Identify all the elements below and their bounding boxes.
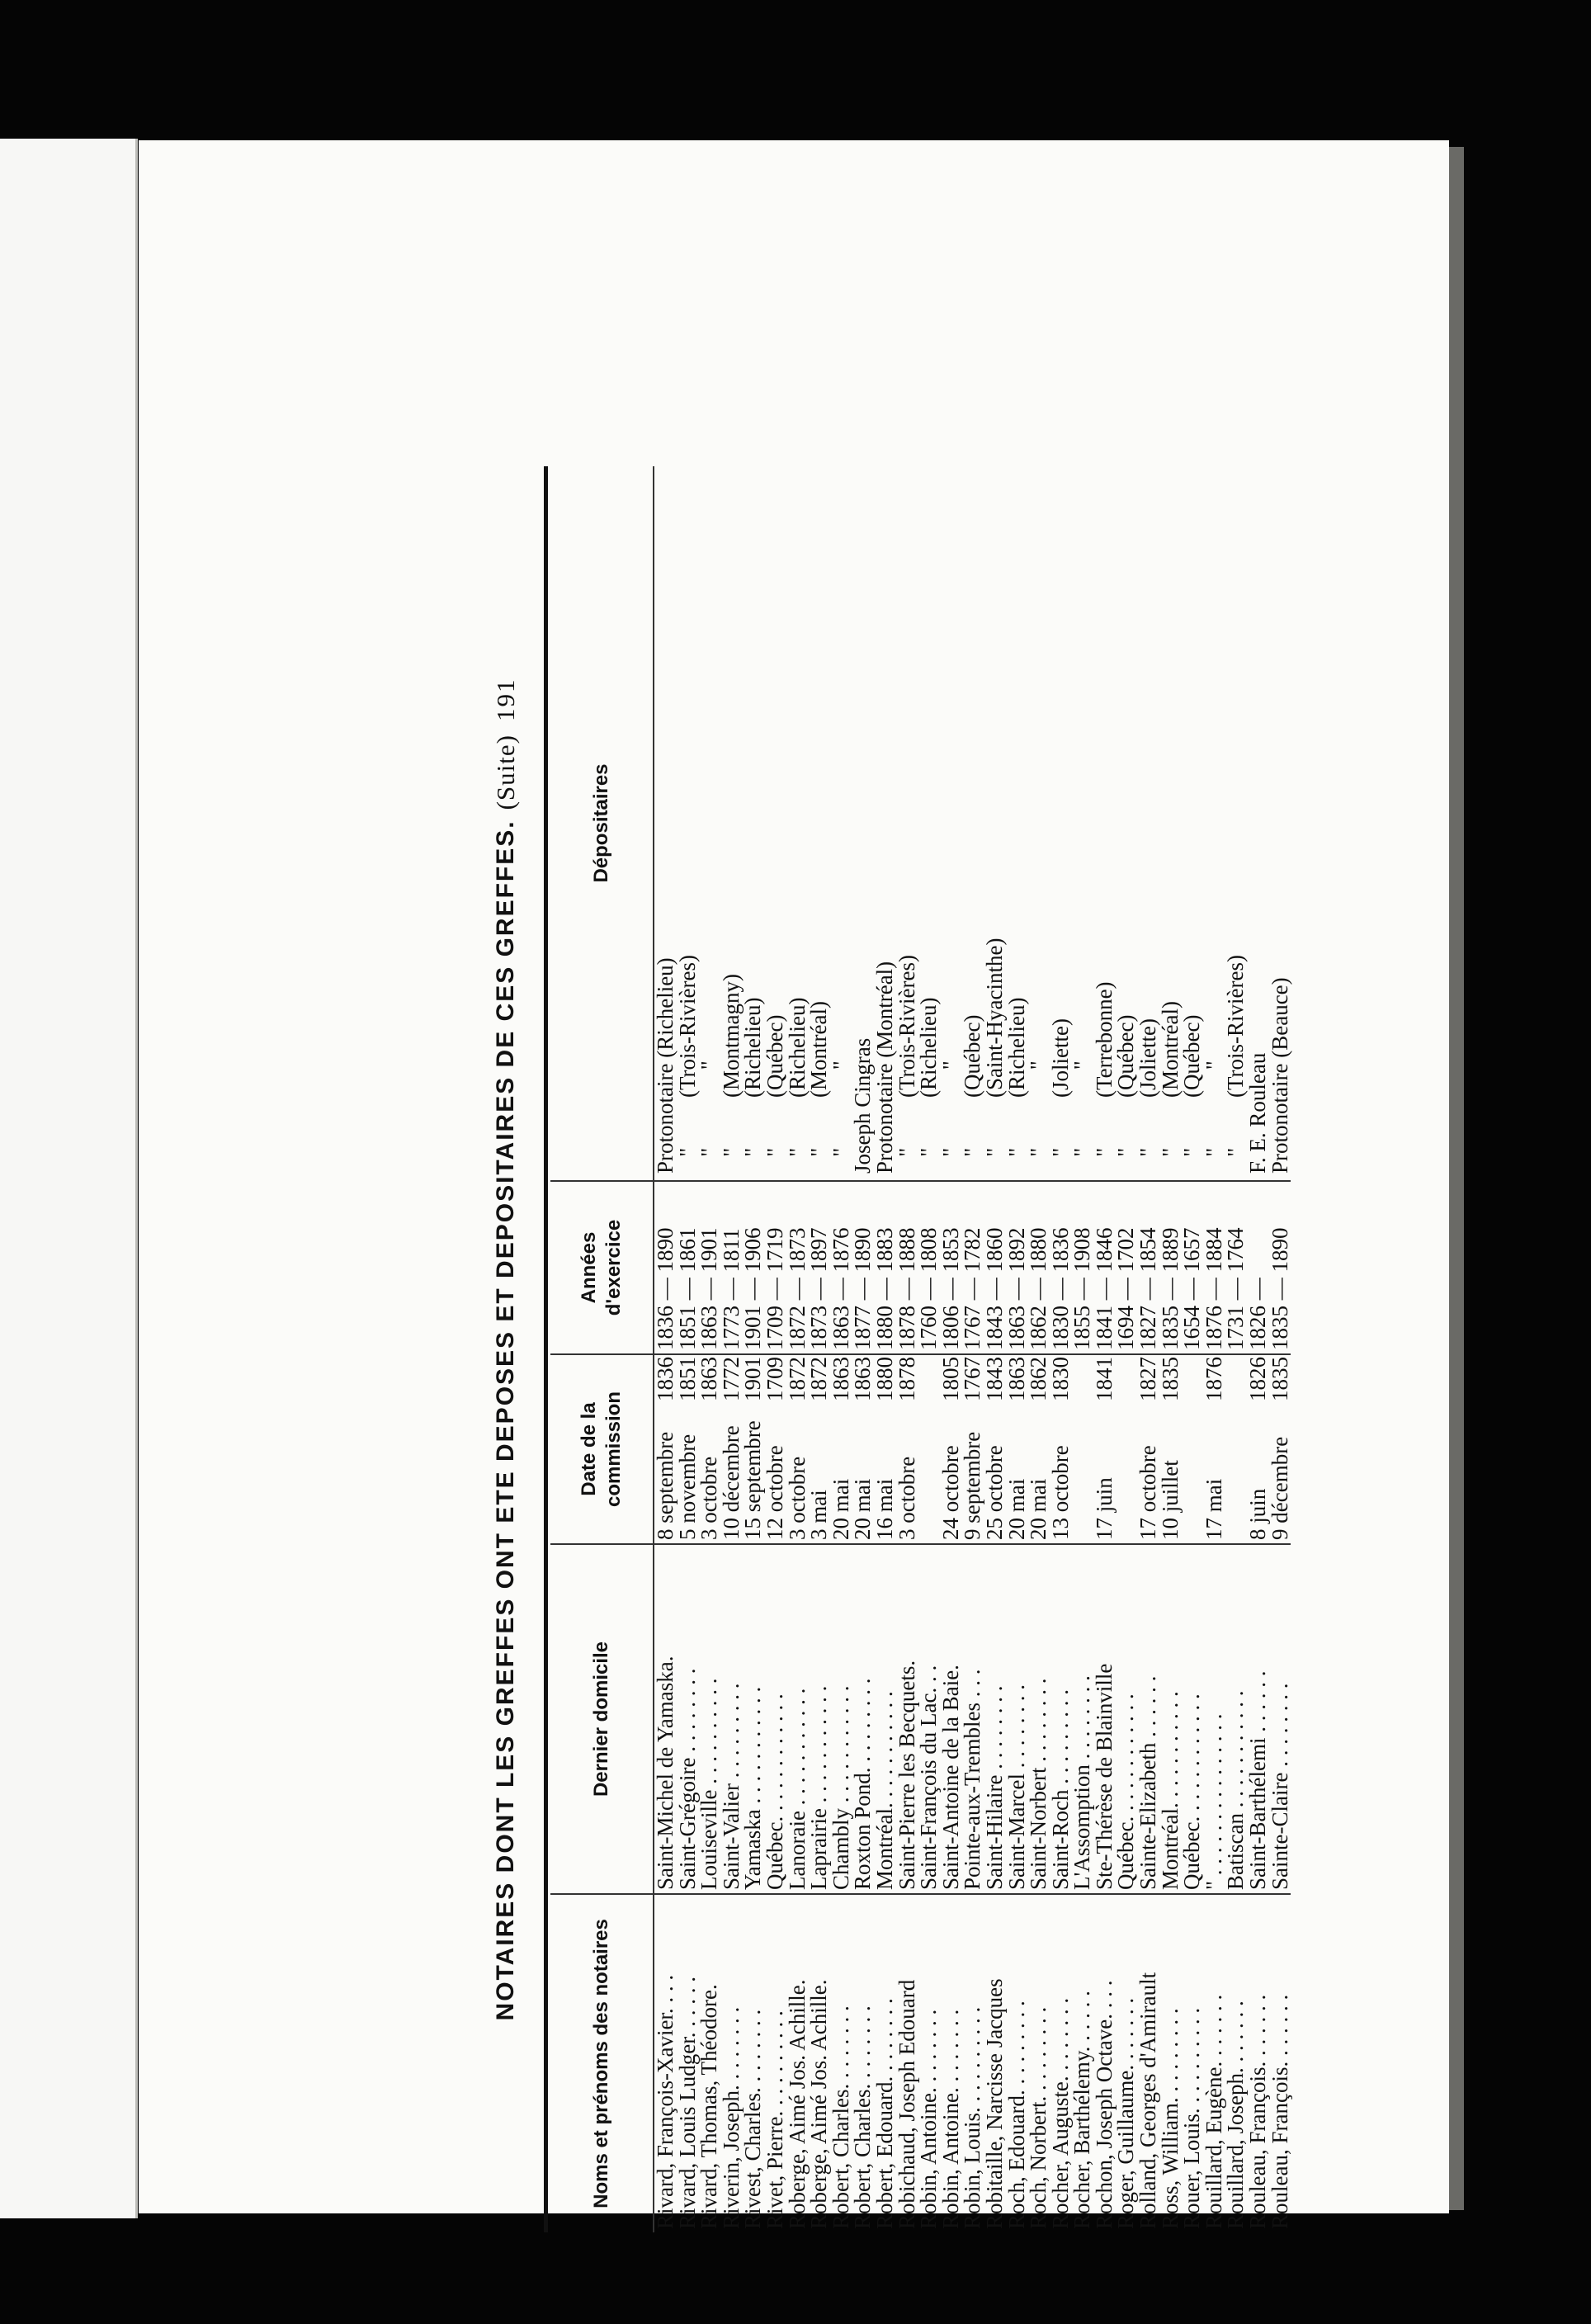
- table-row: [830, 466, 852, 2232]
- commission-year: 1826: [1245, 1357, 1271, 1401]
- cell-nom: Robert, Edouard. . . . . . . .: [871, 1998, 897, 2229]
- table-row: [1115, 466, 1137, 2232]
- table-row: [764, 466, 786, 2232]
- cell-domicile: Yamaska . . . . . . . . . . .: [742, 1544, 764, 1894]
- cell-domicile: Saint-Grégoire . . . . . . . .: [677, 1544, 699, 1894]
- cell-nom: Robichaud, Joseph Edouard: [894, 1979, 919, 2229]
- table-row: [1071, 466, 1093, 2232]
- cell-annees: 1843 — 1860: [984, 1181, 1006, 1354]
- cell-nom: Rouillard, Joseph. . . . . . .: [1223, 2000, 1249, 2229]
- table-row: [1027, 466, 1050, 2232]
- cell-annees: 1851 — 1861: [677, 1181, 699, 1354]
- cell-domicile: Laprairie . . . . . . . . . . .: [808, 1544, 830, 1894]
- cell-domicile: Pointe-aux-Trembles . . .: [961, 1544, 984, 1894]
- table-row: [654, 466, 677, 2232]
- cell-depositaire: " (Québec): [1115, 466, 1137, 1181]
- cell-depositaire: Protonotaire (Beauce): [1269, 466, 1291, 1181]
- cell-date: [654, 1354, 677, 1544]
- cell-annees: 1709 — 1719: [764, 1181, 786, 1354]
- cell-date: [896, 1354, 918, 1544]
- commission-year: 1843: [981, 1357, 1007, 1401]
- cell-date: [808, 1354, 830, 1544]
- cell-date: [1137, 1354, 1159, 1544]
- cell-nom: Robitaille, Narcisse Jacques: [981, 1978, 1007, 2229]
- cell-nom: Robert, Charles. . . . . . . .: [828, 2005, 853, 2229]
- table-row: [1269, 466, 1291, 2232]
- commission-year: 1835: [1267, 1357, 1292, 1401]
- commission-year: 1901: [740, 1357, 766, 1401]
- table-row: [677, 466, 699, 2232]
- cell-date: [720, 1354, 743, 1544]
- commission-year: 1863: [828, 1357, 853, 1401]
- page-title: [481, 466, 531, 2232]
- cell-domicile: " . . . . . . . . . . . . . . .: [1203, 1544, 1225, 1894]
- commission-year: 1876: [1201, 1357, 1226, 1401]
- commission-year: 1772: [718, 1357, 744, 1401]
- commission-date: 8 septembre: [653, 1431, 677, 1540]
- table-row: [961, 466, 984, 2232]
- cell-depositaire: " (Trois-Rivières): [1225, 466, 1247, 1181]
- cell-nom: Robin, Antoine. . . . . . . .: [916, 2009, 942, 2229]
- cell-domicile: Saint-Antoine de la Baie.: [940, 1544, 962, 1894]
- cell-domicile: Saint-Michel de Yamaska.: [654, 1544, 677, 1894]
- table-row: [1006, 466, 1028, 2232]
- table-row: [1225, 466, 1247, 2232]
- cell-annees: 1654 — 1657: [1181, 1181, 1203, 1354]
- cell-depositaire: " (Joliette): [1137, 466, 1159, 1181]
- cell-date: [1003, 1354, 1029, 1544]
- cell-date: [764, 1354, 786, 1544]
- cell-nom: Robert, Charles. . . . . . . .: [850, 2005, 876, 2229]
- cell-domicile: Montréal. . . . . . . . . . .: [1159, 1544, 1182, 1894]
- cell-depositaire: " (Québec): [961, 466, 984, 1181]
- cell-domicile: Québec. . . . . . . . . . . .: [764, 1544, 786, 1894]
- cell-domicile: L'Assomption . . . . . . . .: [1071, 1544, 1093, 1894]
- table-row: [1093, 466, 1116, 2232]
- cell-depositaire: " (Richelieu): [786, 466, 809, 1181]
- title-text: NOTAIRES DONT LES GREFFES ONT ETE DEPOSES ET DEPOSITAIRES DE CES GREFFES.: [492, 820, 519, 2021]
- cell-depositaire: " ": [1203, 466, 1225, 1181]
- cell-depositaire: " (Richelieu): [742, 466, 764, 1181]
- cell-annees: 1835 — 1889: [1159, 1181, 1182, 1354]
- cell-depositaire: Joseph Cingras: [852, 466, 874, 1181]
- cell-domicile: Sainte-Claire . . . . . . . .: [1269, 1544, 1291, 1894]
- cell-annees: 1841 — 1846: [1093, 1181, 1116, 1354]
- title-suite: (Suite): [491, 735, 520, 810]
- table-row: [1159, 466, 1182, 2232]
- cell-annees: 1827 — 1854: [1137, 1181, 1159, 1354]
- commission-date: 3 octobre: [894, 1456, 919, 1540]
- cell-annees: 1773 — 1811: [720, 1181, 743, 1354]
- cell-domicile: Louiseville . . . . . . . . . .: [698, 1544, 720, 1894]
- commission-date: 20 mai: [850, 1478, 876, 1540]
- cell-depositaire: " (Richelieu): [1006, 466, 1028, 1181]
- commission-date: 9 septembre: [960, 1431, 985, 1540]
- commission-date: 13 octobre: [1047, 1445, 1073, 1540]
- commission-date: 3 octobre: [784, 1456, 810, 1540]
- cell-annees: 1836 — 1890: [654, 1181, 677, 1354]
- cell-depositaire: F. E. Rouleau: [1247, 466, 1269, 1181]
- cell-domicile: Saint-Marcel . . . . . . . .: [1006, 1544, 1028, 1894]
- cell-depositaire: Protonotaire (Montréal): [874, 466, 896, 1181]
- cell-domicile: Saint-Pierre les Becquets.: [896, 1544, 918, 1894]
- commission-year: 1841: [1091, 1357, 1117, 1401]
- cell-nom: Rochon, Joseph Octave. . . .: [1091, 1980, 1117, 2229]
- commission-year: 1851: [674, 1357, 700, 1401]
- commission-date: 8 juin: [1245, 1488, 1271, 1540]
- table-row: [1137, 466, 1159, 2232]
- table-row: [1181, 466, 1203, 2232]
- commission-year: 1862: [1026, 1357, 1051, 1401]
- cell-depositaire: Protonotaire (Richelieu): [654, 466, 677, 1181]
- cell-depositaire: " (Montréal): [808, 466, 830, 1181]
- commission-date: 10 juillet: [1157, 1460, 1183, 1540]
- cell-annees: 1873 — 1897: [808, 1181, 830, 1354]
- cell-date: [871, 1354, 897, 1544]
- cell-nom: Rivard, Louis Ludger. . . . . .: [674, 1977, 700, 2229]
- commission-year: 1767: [960, 1357, 985, 1401]
- commission-date: 25 octobre: [981, 1445, 1007, 1540]
- cell-annees: 1863 — 1892: [1006, 1181, 1028, 1354]
- cell-domicile: Montréal. . . . . . . . . . .: [874, 1544, 896, 1894]
- cell-annees: 1731 — 1764: [1225, 1181, 1247, 1354]
- cell-annees: 1901 — 1906: [742, 1181, 764, 1354]
- cell-depositaire: " (Montréal): [1159, 466, 1182, 1181]
- commission-year: 1872: [784, 1357, 810, 1401]
- commission-year: 1830: [1047, 1357, 1073, 1401]
- header-rule: [544, 466, 548, 2232]
- cell-depositaire: " (Richelieu): [918, 466, 940, 1181]
- cell-date: [1181, 1354, 1203, 1544]
- cell-depositaire: " ": [1071, 466, 1093, 1181]
- table-row: [786, 466, 809, 2232]
- cell-date: [937, 1354, 963, 1544]
- cell-depositaire: " ": [940, 466, 962, 1181]
- table-row: [874, 466, 896, 2232]
- table-row: [1050, 466, 1072, 2232]
- commission-year: 1827: [1135, 1357, 1161, 1401]
- commission-year: 1836: [653, 1357, 677, 1401]
- cell-annees: 1855 — 1908: [1071, 1181, 1093, 1354]
- table-body: [654, 466, 1291, 2232]
- cell-annees: 1694 — 1702: [1115, 1181, 1137, 1354]
- cell-annees: 1877 — 1890: [852, 1181, 874, 1354]
- cell-date: [981, 1354, 1007, 1544]
- cell-domicile: Saint-Norbert . . . . . . . .: [1027, 1544, 1050, 1894]
- commission-year: 1805: [937, 1357, 963, 1401]
- cell-annees: 1760 — 1808: [918, 1181, 940, 1354]
- commission-year: 1835: [1157, 1357, 1183, 1401]
- cell-nom: Rouleau, François. . . . . . .: [1245, 1994, 1271, 2229]
- cell-nom: Roger, Guillaume. . . . . . .: [1113, 1997, 1139, 2229]
- cell-depositaire: " (Québec): [764, 466, 786, 1181]
- cell-domicile: Chambly . . . . . . . . . . .: [830, 1544, 852, 1894]
- cell-date: [1203, 1354, 1225, 1544]
- table-header-row: [550, 466, 654, 2232]
- table-row: [742, 466, 764, 2232]
- commission-date: 12 octobre: [762, 1445, 787, 1540]
- cell-annees: 1826 —: [1247, 1181, 1269, 1354]
- cell-nom: Rouleau, François. . . . . . .: [1267, 1994, 1292, 2229]
- cell-date: [1247, 1354, 1269, 1544]
- cell-domicile: Sainte-Elizabeth . . . . . .: [1137, 1544, 1159, 1894]
- notaires-table: [550, 466, 1291, 2232]
- cell-date: [1093, 1354, 1116, 1544]
- cell-depositaire: " ": [698, 466, 720, 1181]
- cell-depositaire: " ": [830, 466, 852, 1181]
- cell-domicile: Roxton Pond. . . . . . . . .: [852, 1544, 874, 1894]
- commission-year: 1709: [762, 1357, 787, 1401]
- cell-domicile: Ste-Thérèse de Blainville: [1093, 1544, 1116, 1894]
- cell-date: [1071, 1354, 1093, 1544]
- page-number: 191: [491, 678, 520, 722]
- cell-date: [918, 1354, 940, 1544]
- commission-year: 1863: [1003, 1357, 1029, 1401]
- cell-domicile: Québec. . . . . . . . . . . .: [1115, 1544, 1137, 1894]
- commission-year: 1880: [871, 1357, 897, 1401]
- cell-nom: Roberge, Aimé Jos. Achille.: [784, 1979, 810, 2229]
- table-row: [852, 466, 874, 2232]
- commission-date: 10 décembre: [718, 1425, 744, 1540]
- header-noms: Noms et prénoms des notaires: [550, 1894, 654, 2232]
- cell-nom: Robin, Antoine. . . . . . . .: [937, 2009, 963, 2229]
- document-page: [139, 140, 1449, 2229]
- cell-date: [698, 1354, 720, 1544]
- table-row: [896, 466, 918, 2232]
- cell-domicile: Lanoraie . . . . . . . . . . .: [786, 1544, 809, 1894]
- commission-date: 20 mai: [1003, 1478, 1029, 1540]
- cell-domicile: Québec. . . . . . . . . . . .: [1181, 1544, 1203, 1894]
- cell-nom: Robin, Louis. . . . . . . . . .: [960, 2006, 985, 2229]
- cell-date: [1225, 1354, 1247, 1544]
- cell-domicile: Saint-Hilaire . . . . . . . .: [984, 1544, 1006, 1894]
- cell-nom: Rivet, Pierre. . . . . . . . . .: [762, 2010, 787, 2229]
- commission-date: 9 décembre: [1267, 1436, 1292, 1540]
- cell-date: [830, 1354, 852, 1544]
- cell-annees: 1767 — 1782: [961, 1181, 984, 1354]
- cell-date: [742, 1354, 764, 1544]
- table-row: [918, 466, 940, 2232]
- cell-annees: 1835 — 1890: [1269, 1181, 1291, 1354]
- cell-nom: Ross, William. . . . . . . . .: [1157, 2008, 1183, 2229]
- commission-date: 3 mai: [806, 1490, 832, 1540]
- commission-date: 5 novembre: [674, 1434, 700, 1540]
- cell-date: [1027, 1354, 1050, 1544]
- cell-annees: 1806 — 1853: [940, 1181, 962, 1354]
- cell-annees: 1830 — 1836: [1050, 1181, 1072, 1354]
- cell-annees: 1863 — 1876: [830, 1181, 852, 1354]
- table-row: [720, 466, 743, 2232]
- commission-date: 16 mai: [871, 1478, 897, 1540]
- cell-date: [1115, 1354, 1137, 1544]
- cell-depositaire: " (Trois-Rivières): [896, 466, 918, 1181]
- cell-date: [786, 1354, 809, 1544]
- cell-domicile: Saint-Valier . . . . . . . . .: [720, 1544, 743, 1894]
- cell-nom: Rouer, Louis. . . . . . . . . .: [1179, 2007, 1205, 2229]
- commission-year: 1863: [696, 1357, 722, 1401]
- commission-date: 24 octobre: [937, 1445, 963, 1540]
- rotated-table-block: [481, 466, 1554, 2232]
- cell-date: [674, 1354, 700, 1544]
- cell-depositaire: " (Trois-Rivières): [677, 466, 699, 1181]
- commission-date: 17 octobre: [1135, 1445, 1161, 1540]
- table-row: [1203, 466, 1225, 2232]
- commission-year: 1878: [894, 1357, 919, 1401]
- cell-nom: Rivard, Thomas, Théodore.: [696, 1984, 722, 2229]
- cell-depositaire: " (Terrebonne): [1093, 466, 1116, 1181]
- cell-nom: Rocher, Barthélemy. . . . . .: [1069, 1991, 1095, 2229]
- cell-nom: Rocher, Auguste. . . . . . . .: [1047, 1997, 1073, 2229]
- table-row: [1247, 466, 1269, 2232]
- table-row: [808, 466, 830, 2232]
- cell-annees: 1876 — 1884: [1203, 1181, 1225, 1354]
- cell-date: [1047, 1354, 1073, 1544]
- cell-nom: Roch, Norbert. . . . . . . . .: [1026, 2006, 1051, 2229]
- cell-depositaire: " ": [1027, 466, 1050, 1181]
- commission-date: 20 mai: [1026, 1478, 1051, 1540]
- cell-domicile: Saint-Barthélemi . . . . . .: [1247, 1544, 1269, 1894]
- header-date: Date de la commission: [550, 1354, 654, 1544]
- header-depositaires: Dépositaires: [550, 466, 654, 1181]
- cell-domicile: Saint-François du Lac. . .: [918, 1544, 940, 1894]
- cell-date: [852, 1354, 874, 1544]
- cell-date: [1269, 1354, 1291, 1544]
- cell-date: [1159, 1354, 1182, 1544]
- cell-depositaire: " (Joliette): [1050, 466, 1072, 1181]
- cell-nom: Rivard, François-Xavier. . . .: [653, 1974, 677, 2229]
- cell-domicile: Saint-Roch . . . . . . . . .: [1050, 1544, 1072, 1894]
- cell-depositaire: " (Montmagny): [720, 466, 743, 1181]
- cell-depositaire: " (Saint-Hyacinthe): [984, 466, 1006, 1181]
- cell-nom: Rolland, Georges d'Amirault: [1135, 1972, 1161, 2229]
- commission-year: 1872: [806, 1357, 832, 1401]
- table-row: [940, 466, 962, 2232]
- commission-date: 15 septembre: [740, 1420, 766, 1540]
- commission-date: 17 juin: [1091, 1477, 1117, 1540]
- cell-annees: 1863 — 1901: [698, 1181, 720, 1354]
- commission-year: 1863: [850, 1357, 876, 1401]
- table-row: [698, 466, 720, 2232]
- header-annees: Années d'exercice: [550, 1181, 654, 1354]
- cell-depositaire: " (Québec): [1181, 466, 1203, 1181]
- cell-nom: Roch, Edouard. . . . . . . . .: [1003, 2000, 1029, 2229]
- cell-date: [961, 1354, 984, 1544]
- cell-annees: 1880 — 1883: [874, 1181, 896, 1354]
- cell-nom: Rouillard, Eugène. . . . . . .: [1201, 1994, 1226, 2229]
- cell-annees: 1872 — 1873: [786, 1181, 809, 1354]
- commission-date: 3 octobre: [696, 1456, 722, 1540]
- commission-date: 17 mai: [1201, 1478, 1226, 1540]
- header-domicile: Dernier domicile: [550, 1544, 654, 1894]
- table-row: [984, 466, 1006, 2232]
- cell-nom: Riverin, Joseph. . . . . . . .: [718, 2006, 744, 2229]
- cell-annees: 1878 — 1888: [896, 1181, 918, 1354]
- facing-page-edge: [0, 139, 138, 2218]
- commission-date: 20 mai: [828, 1478, 853, 1540]
- cell-nom: Roberge, Aimé Jos. Achille.: [806, 1979, 832, 2229]
- cell-domicile: Batiscan . . . . . . . . . . .: [1225, 1544, 1247, 1894]
- cell-nom: Rivest, Charles. . . . . . . .: [740, 2009, 766, 2229]
- cell-annees: 1862 — 1880: [1027, 1181, 1050, 1354]
